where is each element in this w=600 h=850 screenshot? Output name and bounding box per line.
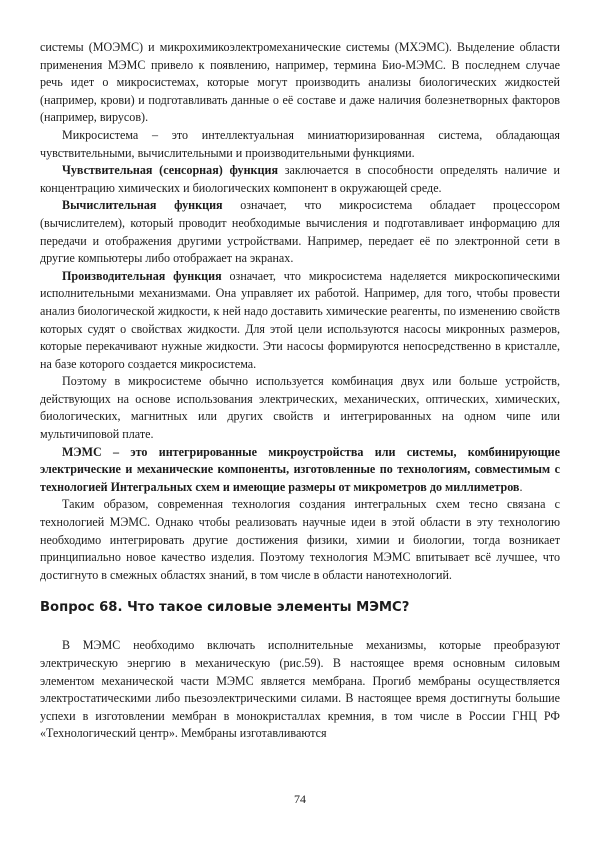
page-body — [40, 39, 560, 743]
term-sensing-function: Чувствительная (сенсорная) функция — [62, 163, 278, 178]
paragraph-computing-function — [40, 197, 560, 267]
paragraph-text: Таким образом, современная технология создания интегральных схем тесно связана с технологией МЭМС. Однако чтобы реализовать научные идеи в этой области в эту технологию необходимо интегрировать другие достижения физики, химии и биологии, тогда возникает принципиально новое качество изделия. Поэтому технология МЭМС впитывает всё лучшее, что достигнуто в смежных областях знаний, в том числе в области нанотехнологий. — [40, 497, 560, 582]
question-heading-block — [40, 599, 560, 617]
paragraph-device-combination — [40, 373, 560, 443]
paragraph-text: В МЭМС необходимо включать исполнительные механизмы, которые преобразуют электрическую энергию в механическую (рис.59). В настоящее время основным силовым элементом механической части МЭМС является мембрана. Прогиб мембраны осуществляется электростатическими либо пьезоэлектрическими силами. В настоящее время достигнуты большие успехи в изготовлении мембран в монокристаллах кремния, в том числе в России ГНЦ РФ «Технологический центр». Мембраны изготавливаются — [40, 638, 560, 741]
paragraph-productive-function — [40, 268, 560, 374]
paragraph-text: . — [519, 479, 523, 494]
mems-definition-bold: МЭМС – это интегрированные микроустройства или системы, комбинирующие электрические и механические компоненты, изготовленные по технологиям, совместимым с технологией Интегральных схем и имеющие размеры от микрометров до миллиметров — [40, 444, 560, 494]
paragraph-microsystem-definition — [40, 127, 560, 162]
paragraph-text: системы (МОЭМС) и микрохимикоэлектромеханические системы (МХЭМС). Выделение области применения МЭМС привело к появлению, например, термина Био-МЭМС. В последнем случае речь идет о микросистемах, которые могут производить анализы биологических жидкостей (например, крови) и подготавливать данные о её составе и даже наличия болезнетворных факторов (например, вирусов). — [40, 40, 560, 125]
paragraph-technology-summary — [40, 496, 560, 584]
paragraph-text: означает, что микросистема обладает процессором (вычислителем), который проводит необходимые вычисления и подготавливает информацию для передачи и отображения другими устройствами. Например, передает её по электронной сети в другие компьютеры либо отображает на экранах. — [40, 198, 560, 266]
paragraph-mems-intro — [40, 39, 560, 127]
term-computing-function: Вычислительная функция — [62, 198, 223, 213]
paragraph-text: Поэтому в микросистеме обычно используется комбинация двух или больше устройств, действующих на основе использования электрических, механических, оптических, химических, биологических, магнитных или других свойств и интегрированных на одном чипе или мультичиповой плате. — [40, 374, 560, 442]
question-heading: Вопрос 68. Что такое силовые элементы МЭМС? — [40, 600, 410, 616]
page-number: 74 — [294, 792, 306, 806]
term-productive-function: Производительная функция — [62, 268, 222, 283]
paragraph-mems-definition — [40, 444, 560, 497]
paragraph-text: Микросистема – это интеллектуальная миниатюризированная система, обладающая чувствительными, вычислительными и производительными функциями. — [40, 127, 560, 160]
paragraph-sensing-function — [40, 162, 560, 197]
paragraph-answer — [40, 637, 560, 743]
paragraph-text: означает, что микросистема наделяется микроскопическими исполнительными механизмами. Она управляет их работой. Например, для того, чтобы провести анализ биологической жидкости, к ней надо доставить химические реагенты, по изменению свойств которых судят о свойствах жидкости. Для этой цели используются насосы микронных размеров, которые перекачивают нужные жидкости. Эти насосы формируются непосредственно в кристалле, на базе которого создается микросистема. — [40, 268, 560, 371]
paragraph-text: заключается в способности определять наличие и концентрацию химических и биологических компонент в окружающей среде. — [40, 163, 560, 195]
